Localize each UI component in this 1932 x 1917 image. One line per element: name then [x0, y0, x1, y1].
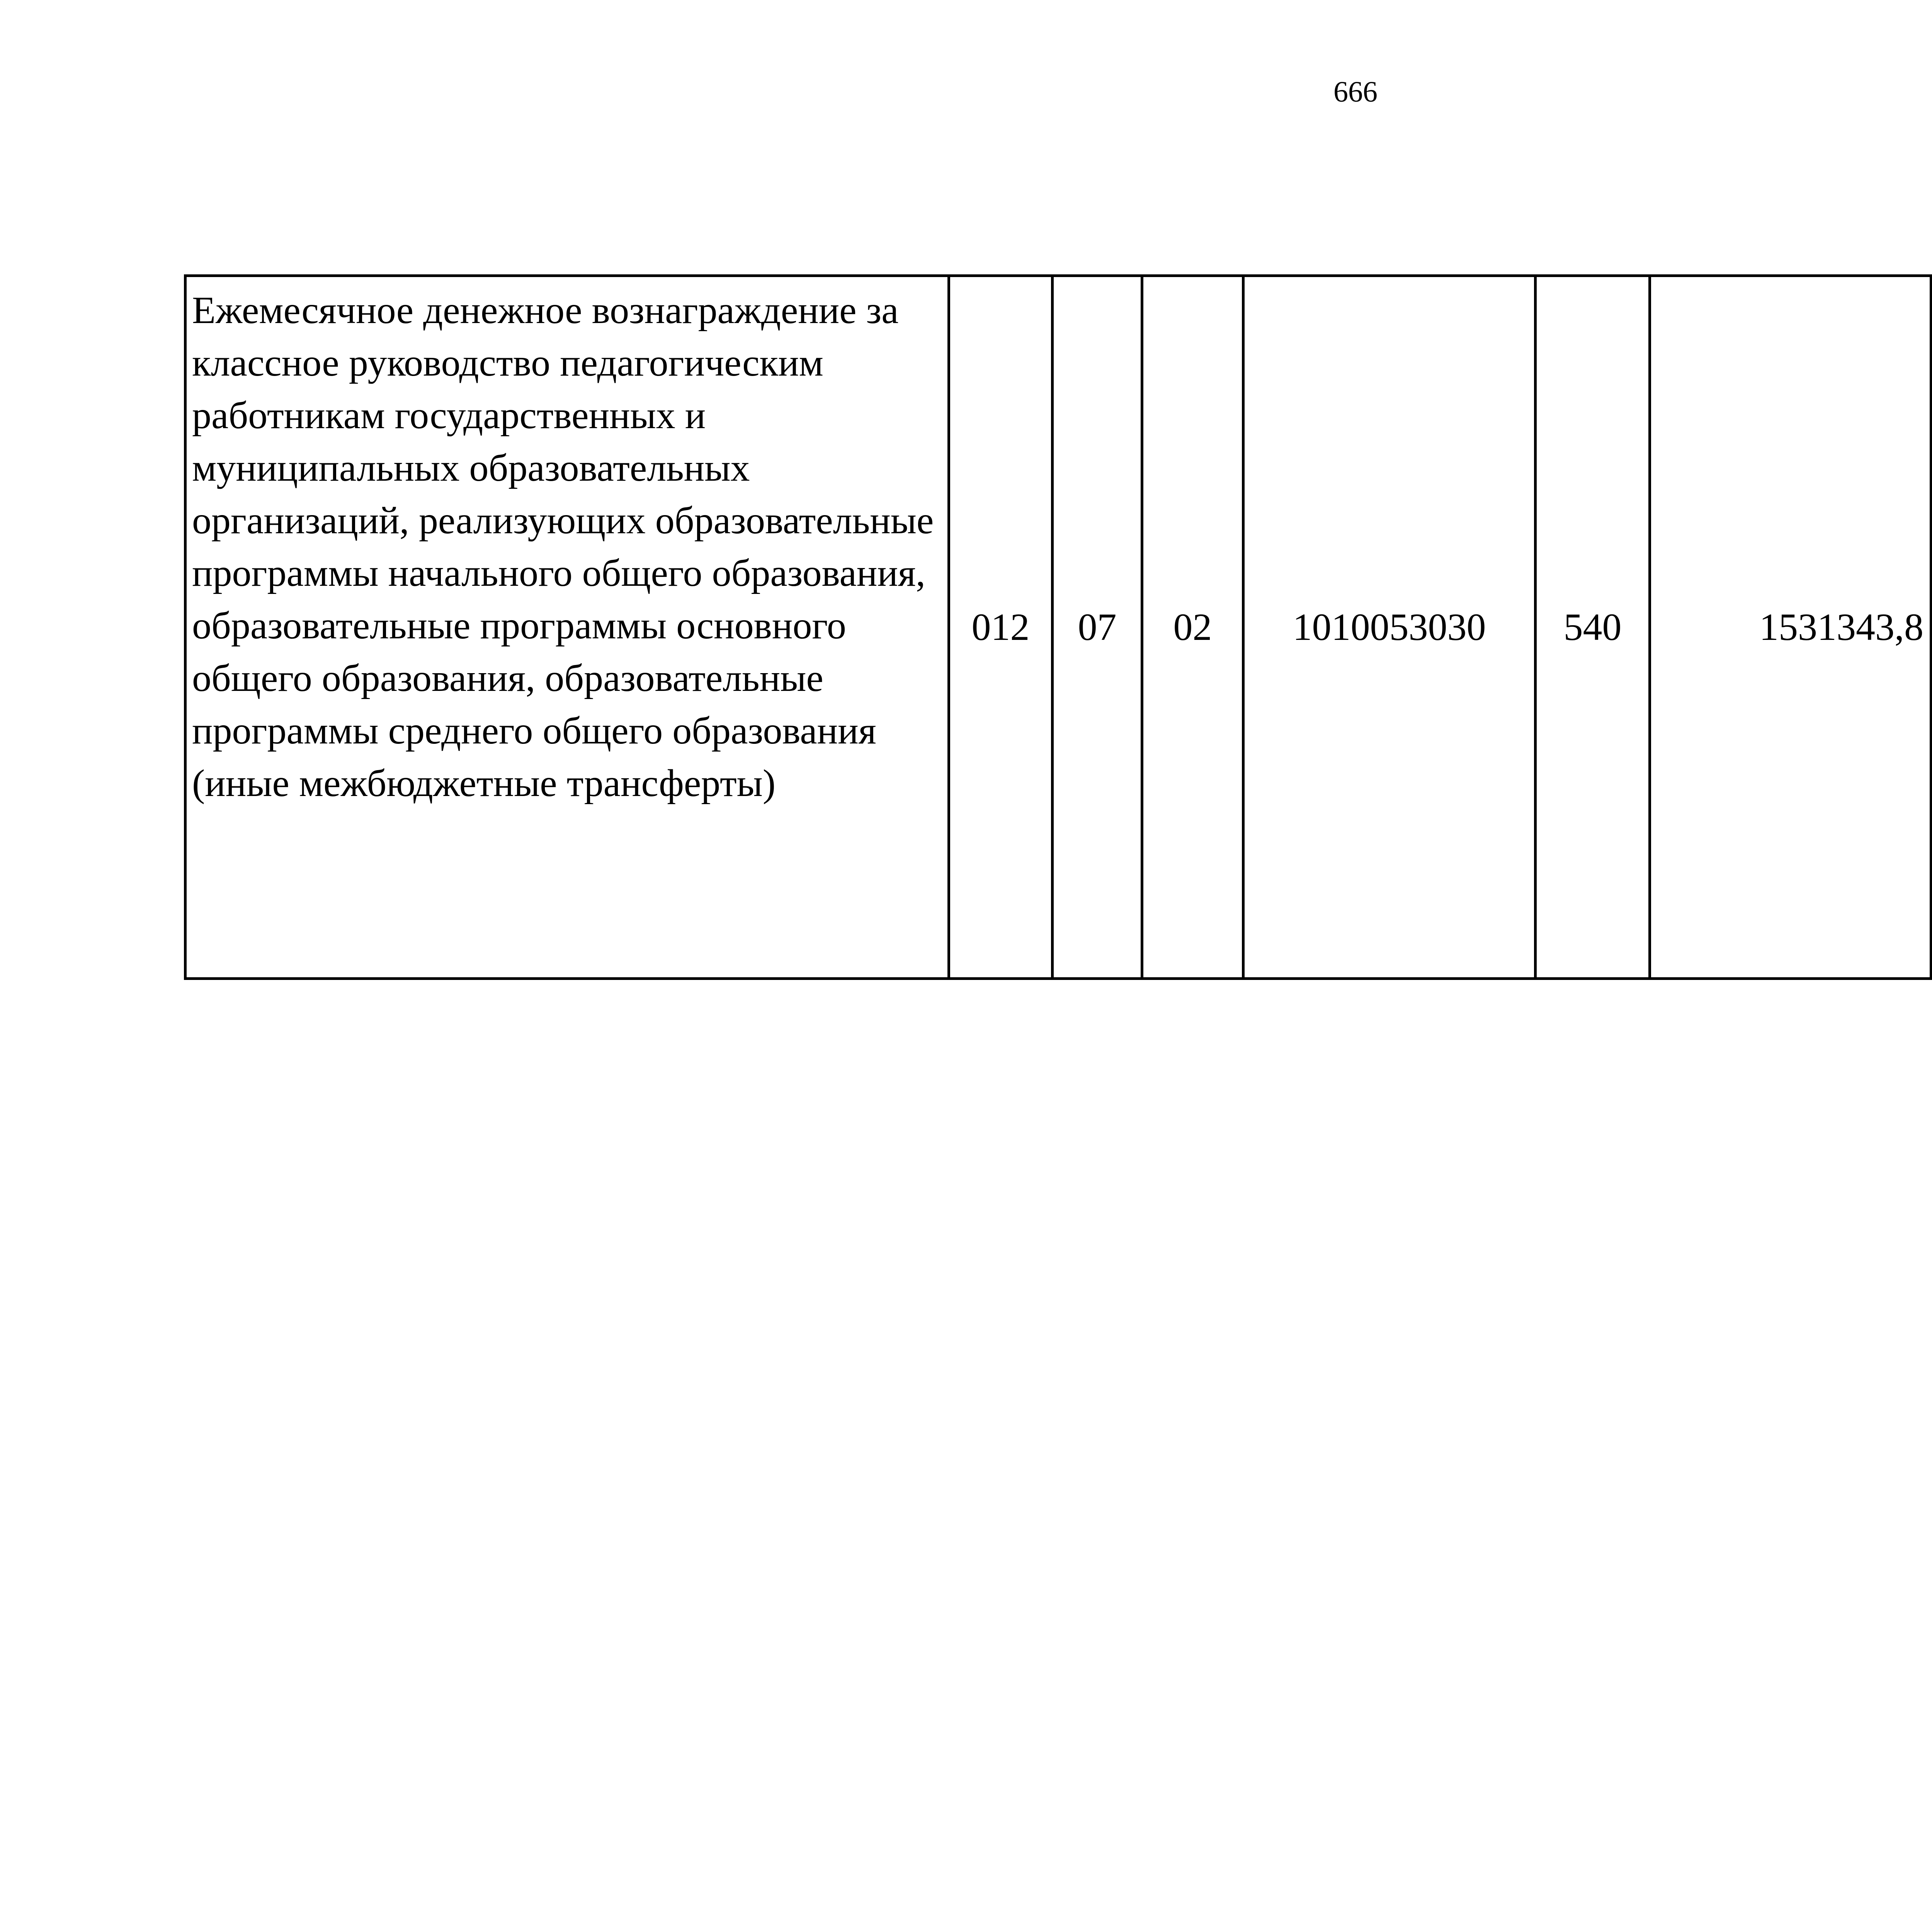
ministry-code: 012 — [949, 276, 1053, 979]
target-article-code: 1010053030 — [1243, 276, 1536, 979]
budget-table — [184, 274, 1932, 980]
amount-year-1: 1531343,8 — [1650, 276, 1931, 979]
subsection-code: 02 — [1142, 276, 1243, 979]
table-row — [185, 276, 1932, 979]
expense-description: Ежемесячное денежное вознаграждение за классное руководство педагогическим работникам государственных и муниципальных образовательных организаций, реализующих образовательные программы начального общего образования, образовательные программы основного общего образования, образовательные программы среднего общего образования (иные межбюджетные трансферты) — [185, 276, 949, 979]
expense-type-code: 540 — [1536, 276, 1650, 979]
section-code: 07 — [1053, 276, 1142, 979]
page-number: 666 — [1333, 76, 1378, 108]
